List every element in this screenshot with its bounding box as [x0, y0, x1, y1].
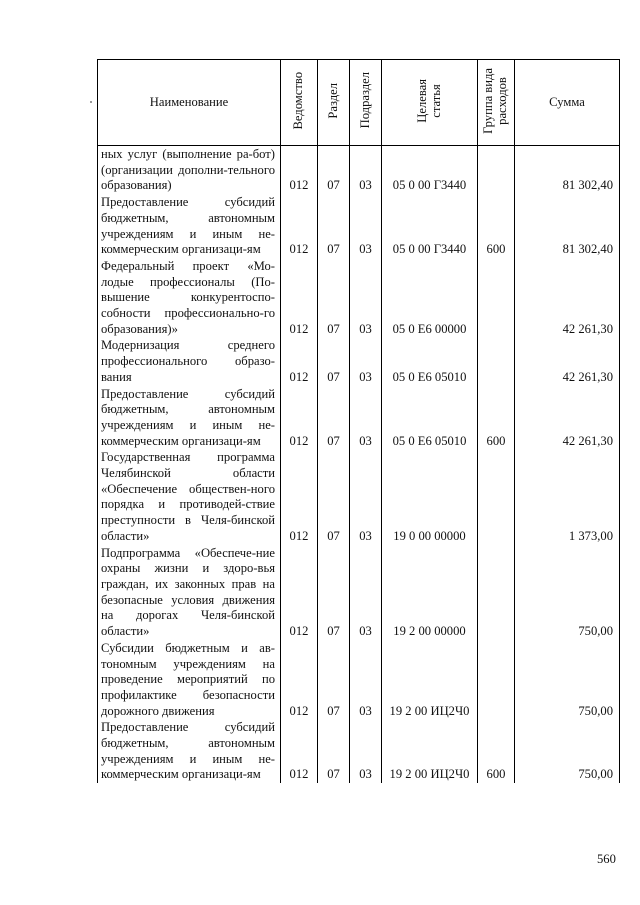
table-row [98, 337, 620, 385]
cell-sum: 1 373,00 [515, 449, 620, 544]
header-name: Наименование [98, 60, 281, 146]
cell-podrazdel: 03 [350, 194, 382, 258]
cell-vedomstvo: 012 [281, 386, 318, 450]
table-row [98, 146, 620, 195]
cell-razdel: 07 [318, 146, 350, 195]
cell-name: Модернизация среднего профессионального образо-вания [98, 337, 281, 385]
cell-name: ных услуг (выполнение ра-бот) (организации дополни-тельного образования) [98, 146, 281, 195]
cell-group: 600 [478, 719, 515, 783]
cell-razdel: 07 [318, 258, 350, 338]
header-group: Группа вида расходов [478, 60, 515, 146]
budget-table [97, 59, 620, 783]
cell-group: 600 [478, 194, 515, 258]
cell-podrazdel: 03 [350, 258, 382, 338]
header-target: Целевая статья [382, 60, 478, 146]
header-podrazdel: Подраздел [350, 60, 382, 146]
cell-name: Предоставление субсидий бюджетным, автономным учреждениям и иным не-коммерческим организаци-ям [98, 719, 281, 783]
cell-vedomstvo: 012 [281, 337, 318, 385]
cell-name: Государственная программа Челябинской области «Обеспечение обществен-ного порядка и противодей-ствие преступности в Челя-бинской области» [98, 449, 281, 544]
cell-podrazdel: 03 [350, 545, 382, 640]
cell-target: 05 0 E6 05010 [382, 337, 478, 385]
page-number: 560 [597, 852, 616, 866]
cell-podrazdel: 03 [350, 640, 382, 720]
table-row [98, 640, 620, 720]
cell-name: Субсидии бюджетным и ав-тономным учреждениям на проведение мероприятий по профилактике безопасности дорожного движения [98, 640, 281, 720]
cell-name: Предоставление субсидий бюджетным, автономным учреждениям и иным не-коммерческим организаци-ям [98, 386, 281, 450]
cell-razdel: 07 [318, 545, 350, 640]
cell-razdel: 07 [318, 194, 350, 258]
cell-group: 600 [478, 386, 515, 450]
cell-sum: 750,00 [515, 640, 620, 720]
cell-name: Подпрограмма «Обеспече-ние охраны жизни и здоро-вья граждан, их законных прав на безопасные условия движения на дорогах Челя-бинской области» [98, 545, 281, 640]
cell-name: Предоставление субсидий бюджетным, автономным учреждениям и иным не-коммерческим организаци-ям [98, 194, 281, 258]
cell-sum: 42 261,30 [515, 386, 620, 450]
cell-group [478, 146, 515, 195]
cell-sum: 750,00 [515, 545, 620, 640]
cell-sum: 81 302,40 [515, 146, 620, 195]
cell-target: 05 0 00 Г3440 [382, 146, 478, 195]
cell-name: Федеральный проект «Мо-лодые профессионалы (По-вышение конкурентоспо-собности профессионально-го образования)» [98, 258, 281, 338]
header-vedomstvo: Ведомство [281, 60, 318, 146]
cell-sum: 81 302,40 [515, 194, 620, 258]
cell-podrazdel: 03 [350, 146, 382, 195]
cell-target: 19 2 00 ИЦ2Ч0 [382, 640, 478, 720]
cell-vedomstvo: 012 [281, 194, 318, 258]
cell-target: 19 2 00 ИЦ2Ч0 [382, 719, 478, 783]
scan-mark [90, 101, 92, 103]
cell-sum: 750,00 [515, 719, 620, 783]
cell-target: 19 0 00 00000 [382, 449, 478, 544]
cell-target: 19 2 00 00000 [382, 545, 478, 640]
cell-razdel: 07 [318, 640, 350, 720]
cell-razdel: 07 [318, 719, 350, 783]
table-row [98, 719, 620, 783]
cell-podrazdel: 03 [350, 449, 382, 544]
cell-vedomstvo: 012 [281, 258, 318, 338]
table-row [98, 386, 620, 450]
cell-podrazdel: 03 [350, 386, 382, 450]
table-row [98, 194, 620, 258]
cell-vedomstvo: 012 [281, 449, 318, 544]
cell-vedomstvo: 012 [281, 545, 318, 640]
table-body [98, 146, 620, 784]
cell-sum: 42 261,30 [515, 258, 620, 338]
cell-group [478, 258, 515, 338]
cell-sum: 42 261,30 [515, 337, 620, 385]
cell-group [478, 640, 515, 720]
header-razdel: Раздел [318, 60, 350, 146]
cell-razdel: 07 [318, 337, 350, 385]
header-sum: Сумма [515, 60, 620, 146]
table-row [98, 449, 620, 544]
cell-target: 05 0 E6 05010 [382, 386, 478, 450]
cell-vedomstvo: 012 [281, 719, 318, 783]
cell-target: 05 0 E6 00000 [382, 258, 478, 338]
cell-group [478, 449, 515, 544]
cell-vedomstvo: 012 [281, 640, 318, 720]
cell-group [478, 545, 515, 640]
table-header-row [98, 60, 620, 146]
cell-razdel: 07 [318, 449, 350, 544]
table-row [98, 258, 620, 338]
table-row [98, 545, 620, 640]
cell-podrazdel: 03 [350, 719, 382, 783]
cell-group [478, 337, 515, 385]
cell-podrazdel: 03 [350, 337, 382, 385]
cell-target: 05 0 00 Г3440 [382, 194, 478, 258]
cell-vedomstvo: 012 [281, 146, 318, 195]
cell-razdel: 07 [318, 386, 350, 450]
